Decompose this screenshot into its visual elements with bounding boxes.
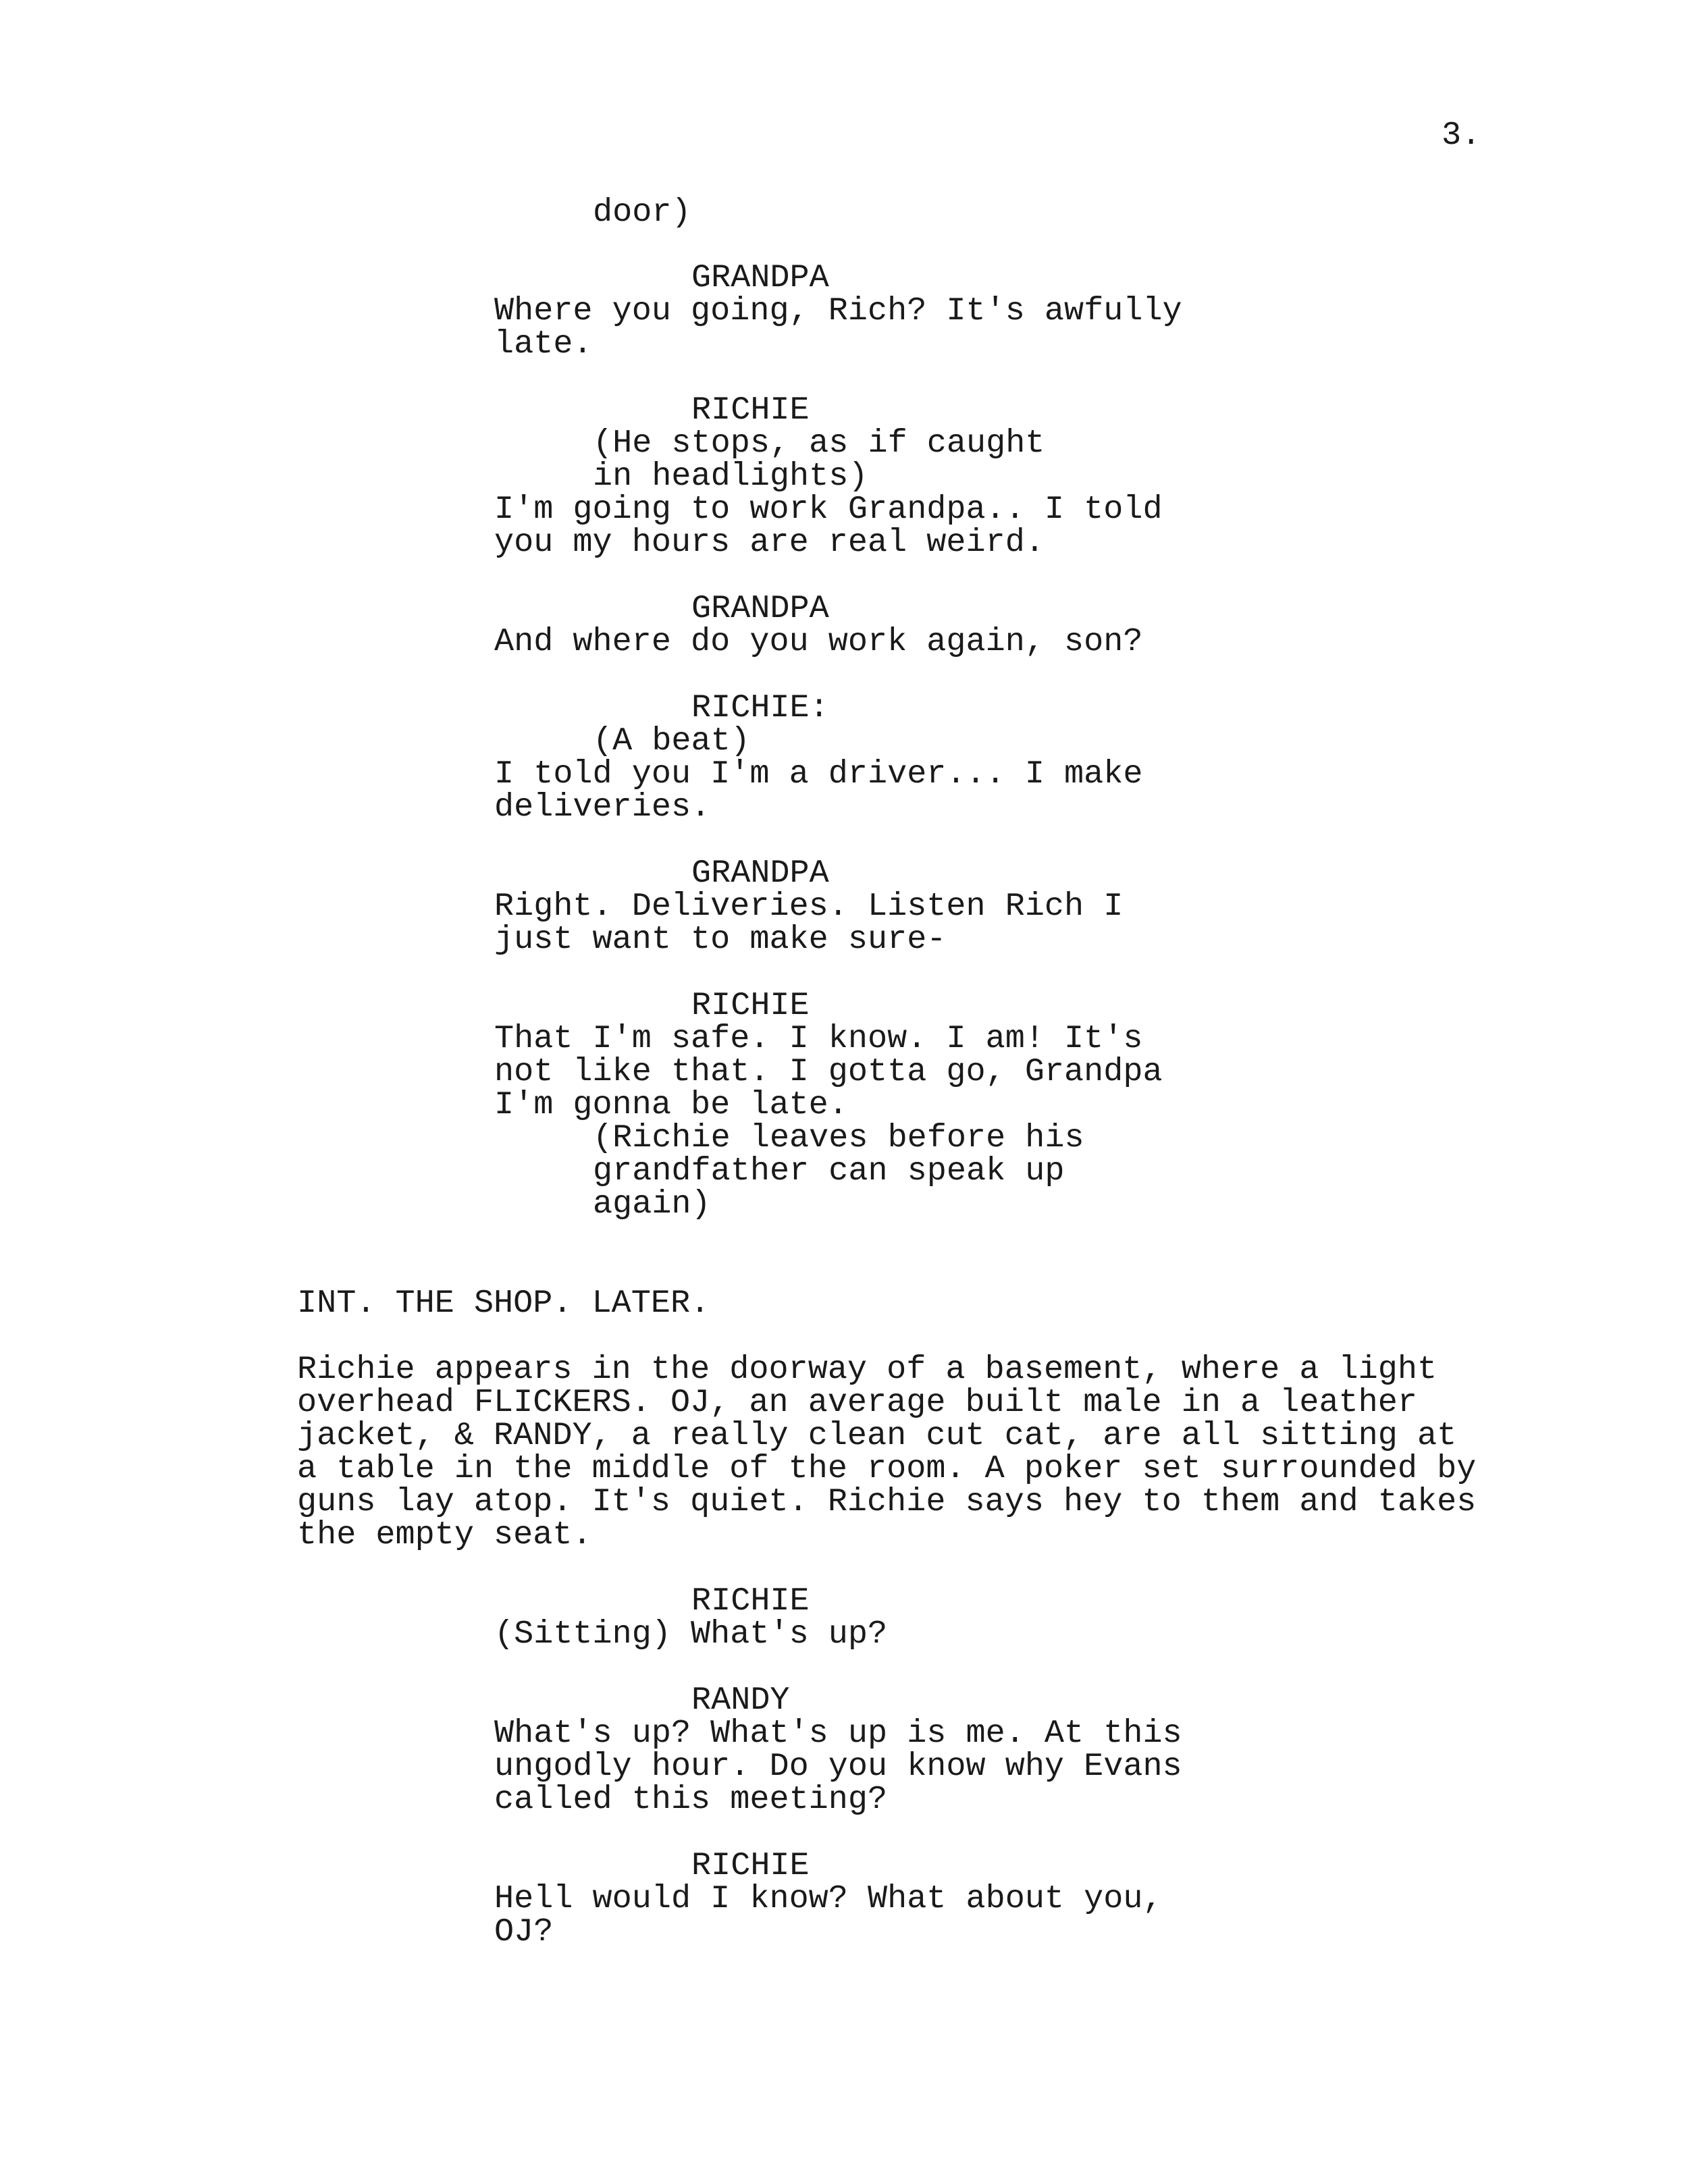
action-line: a table in the middle of the room. A poker set surrounded by <box>297 1450 1477 1487</box>
character-name: RICHIE <box>691 1847 810 1884</box>
dialogue-line: late. <box>494 325 593 363</box>
dialogue-line: you my hours are real weird. <box>494 524 1045 561</box>
dialogue-line: Right. Deliveries. Listen Rich I <box>494 888 1124 925</box>
character-name: GRANDPA <box>691 259 829 296</box>
dialogue-line: ungodly hour. Do you know why Evans <box>494 1748 1182 1785</box>
parenthetical-line: (Richie leaves before his <box>593 1119 1084 1156</box>
character-name: RICHIE <box>691 1582 810 1620</box>
character-name: GRANDPA <box>691 590 829 627</box>
dialogue-line: I'm gonna be late. <box>494 1086 848 1123</box>
action-line: guns lay atop. It's quiet. Richie says hey to them and takes <box>297 1483 1477 1520</box>
parenthetical-line: (He stops, as if caught <box>593 425 1045 462</box>
action-line: overhead FLICKERS. OJ, an average built male in a leather <box>297 1384 1417 1421</box>
dialogue-line: (Sitting) What's up? <box>494 1616 888 1653</box>
dialogue-line: I told you I'm a driver... I make <box>494 755 1143 793</box>
parenthetical-line: in headlights) <box>593 458 868 495</box>
scene-heading: INT. THE SHOP. LATER. <box>297 1285 710 1322</box>
dialogue-line: not like that. I gotta go, Grandpa <box>494 1053 1163 1090</box>
dialogue-line: I'm going to work Grandpa.. I told <box>494 491 1163 528</box>
page-number: 3. <box>1442 117 1481 154</box>
dialogue-line: Hell would I know? What about you, <box>494 1880 1163 1917</box>
parenthetical-line: grandfather can speak up <box>593 1152 1065 1190</box>
dialogue-line: That I'm safe. I know. I am! It's <box>494 1020 1143 1057</box>
parenthetical-line: door) <box>593 194 691 231</box>
action-line: the empty seat. <box>297 1516 592 1553</box>
dialogue-line: OJ? <box>494 1913 554 1950</box>
action-line: jacket, & RANDY, a really clean cut cat, are all sitting at <box>297 1417 1457 1454</box>
parenthetical-line: (A beat) <box>593 722 750 760</box>
dialogue-line: deliveries. <box>494 789 711 826</box>
parenthetical-line: again) <box>593 1186 711 1223</box>
character-name: RICHIE <box>691 987 810 1024</box>
dialogue-line: called this meeting? <box>494 1781 888 1818</box>
character-name: GRANDPA <box>691 855 829 892</box>
character-name: RANDY <box>691 1682 790 1719</box>
dialogue-line: And where do you work again, son? <box>494 623 1143 660</box>
character-name: RICHIE: <box>691 689 829 726</box>
dialogue-line: What's up? What's up is me. At this <box>494 1715 1182 1752</box>
dialogue-line: Where you going, Rich? It's awfully <box>494 292 1182 329</box>
dialogue-line: just want to make sure- <box>494 921 947 958</box>
character-name: RICHIE <box>691 392 810 429</box>
action-line: Richie appears in the doorway of a basement, where a light <box>297 1351 1438 1388</box>
